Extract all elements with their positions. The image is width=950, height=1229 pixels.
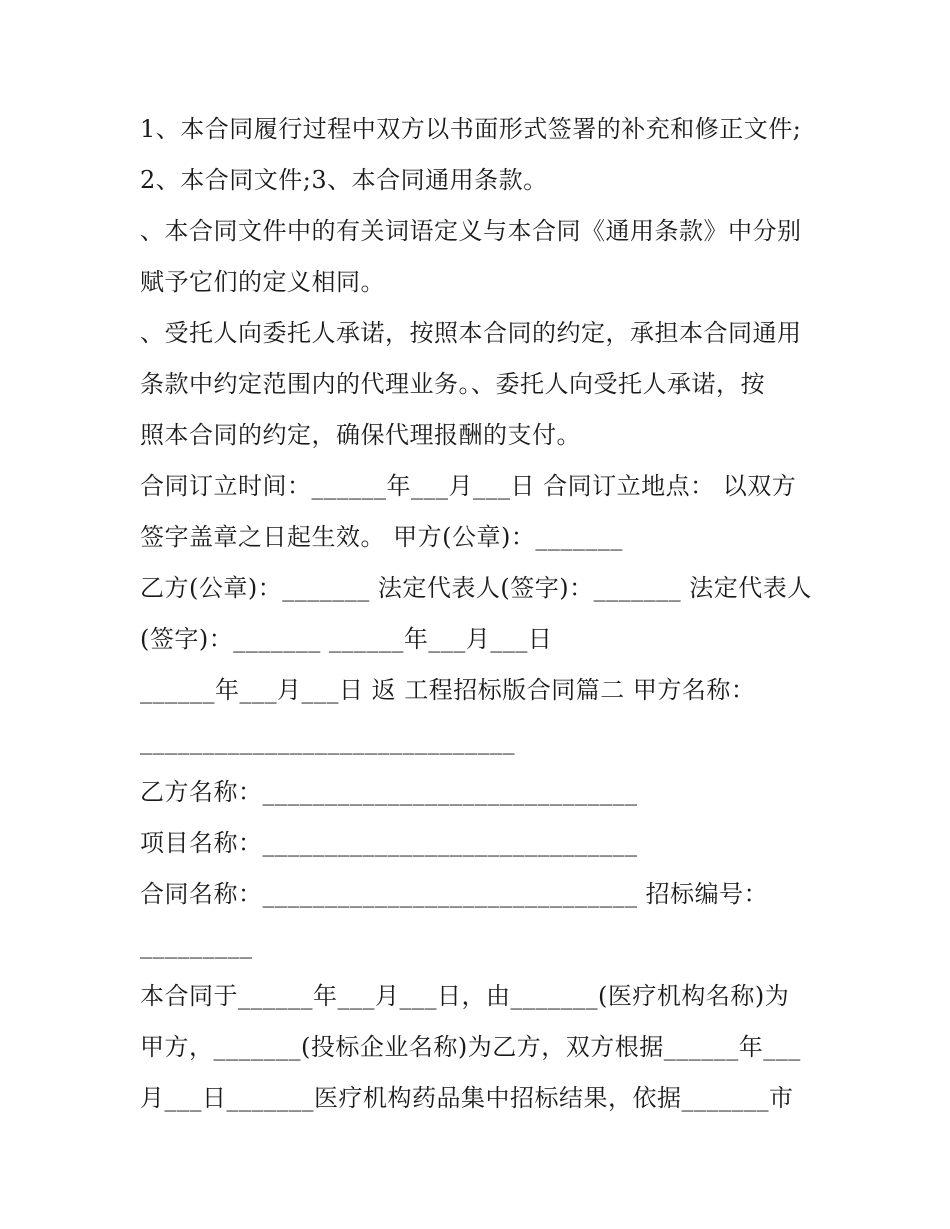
text-line: 乙方(公章)：_______ 法定代表人(签字)：_______ 法定代表人 (140, 574, 812, 602)
text-line: 、本合同文件中的有关词语定义与本合同《通用条款》中分别 (140, 217, 802, 245)
text-line: 项目名称：______________________________ (140, 829, 638, 857)
text-line: 合同订立时间：______年___月___日 合同订立地点： 以双方 (140, 472, 797, 500)
text-line: (签字)：_______ ______年___月___日 (140, 625, 553, 653)
text-line: _________ (140, 931, 253, 959)
text-line: 本合同于______年___月___日，由_______(医疗机构名称)为 (140, 982, 790, 1010)
text-line: 、受托人向委托人承诺，按照本合同的约定，承担本合同通用 (140, 319, 802, 347)
text-line: 合同名称：______________________________ 招标编号： (140, 880, 769, 908)
text-line: 乙方名称：______________________________ (140, 778, 638, 806)
text-line: 赋予它们的定义相同。 (140, 268, 385, 296)
text-line: ______年___月___日 返 工程招标版合同篇二 甲方名称： (140, 676, 756, 704)
contract-text (140, 104, 830, 1124)
text-line: 1、本合同履行过程中双方以书面形式签署的补充和修正文件; (140, 115, 802, 143)
text-line: 条款中约定范围内的代理业务。、委托人向受托人承诺，按 (140, 370, 765, 398)
text-line: 甲方，_______(投标企业名称)为乙方，双方根据______年___ (140, 1033, 801, 1061)
text-line: 2、本合同文件;3、本合同通用条款。 (140, 166, 548, 194)
text-line: 月___日_______医疗机构药品集中招标结果，依据_______市 (140, 1084, 794, 1112)
text-line: ______________________________ (140, 727, 515, 755)
text-line: 签字盖章之日起生效。 甲方(公章)：_______ (140, 523, 623, 551)
text-line: 照本合同的约定，确保代理报酬的支付。 (140, 421, 581, 449)
